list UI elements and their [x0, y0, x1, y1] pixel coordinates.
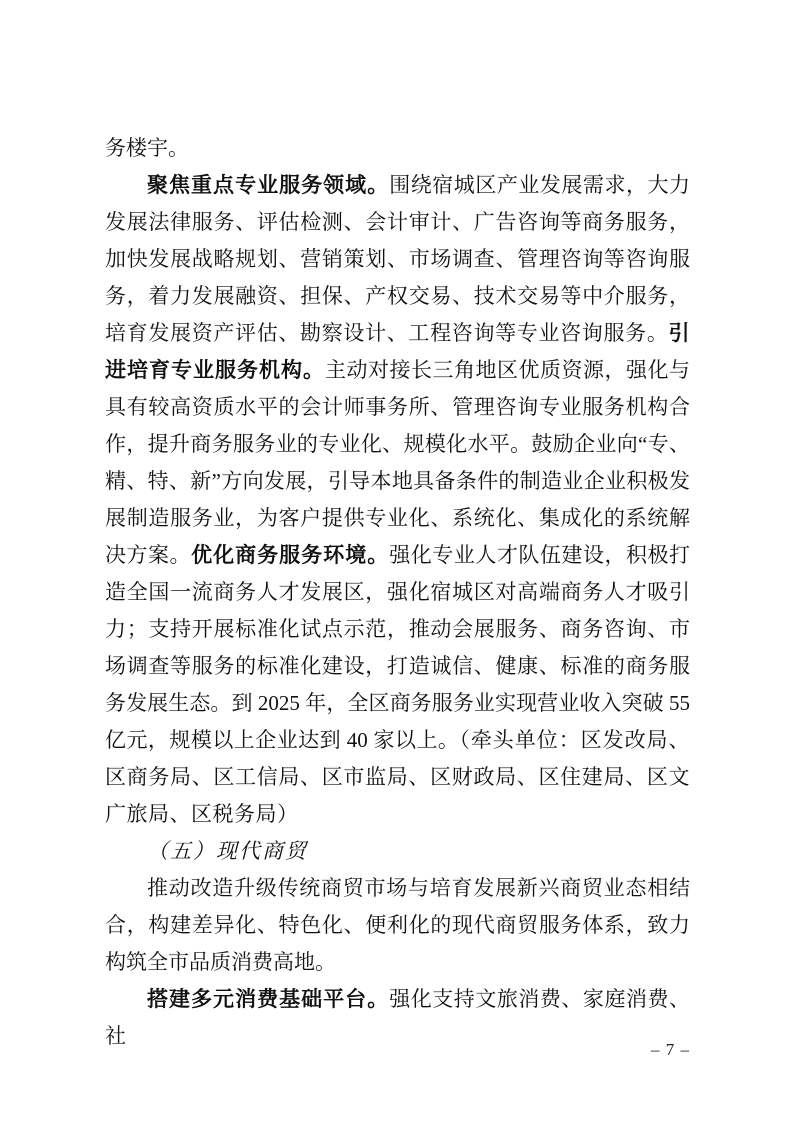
section-heading-text: （五）现代商贸	[147, 839, 308, 863]
body-text: 务楼宇。	[105, 136, 189, 160]
document-body	[105, 130, 690, 1055]
lead-units-annotation: （牵头单位：区发改局、区商务局、区工信局、区市监局、区财政局、区住建局、区文广旅局、区税务局）	[105, 729, 691, 826]
paragraph-commerce-intro	[105, 870, 690, 981]
bold-lead-introduce-cultivate: 引进培育专业服务机构。	[105, 321, 690, 382]
paragraph-professional-services	[105, 167, 690, 833]
bold-lead-optimize-environment: 优化商务服务环境。	[191, 543, 390, 567]
bold-lead-focus-key-services: 聚焦重点专业服务领域。	[147, 173, 390, 197]
section-heading-modern-commerce	[105, 833, 690, 870]
body-text: 推动改造升级传统商贸市场与培育发展新兴商贸业态相结合，构建差异化、特色化、便利化的现代商贸服务体系，致力构筑全市品质消费高地。	[105, 876, 690, 974]
body-text: 围绕宿城区产业发展需求，大力发展法律服务、评估检测、会计审计、广告咨询等商务服务，加快发展战略规划、营销策划、市场调查、管理咨询等咨询服务，着力发展融资、担保、产权交易、技术交易等中介服务，培育发展资产评估、勘察设计、工程咨询等专业咨询服务。	[105, 173, 691, 345]
page-number: – 7 –	[651, 1040, 690, 1059]
bold-lead-build-platform: 搭建多元消费基础平台。	[147, 987, 390, 1011]
body-text: 强化支持文旅消费、家庭消费、社	[105, 987, 691, 1048]
body-text: 强化专业人才队伍建设，积极打造全国一流商务人才发展区，强化宿城区对高端商务人才吸引力；支持开展标准化试点示范，推动会展服务、商务咨询、市场调查等服务的标准化建设，打造诚信、健康、标准的商务服务发展生态。到 2025 年，全区商务服务业实现营业收入突破 55 亿元，规模以上企业达到 40 家以上。	[105, 543, 691, 752]
body-text: 主动对接长三角地区优质资源，强化与具有较高资质水平的会计师事务所、管理咨询专业服务机构合作，提升商务服务业的专业化、规模化水平。鼓励企业向“专、精、特、新”方向发展，引导本地具备条件的制造业企业积极发展制造服务业，为客户提供专业化、系统化、集成化的系统解决方案。	[105, 358, 690, 567]
paragraph-continuation	[105, 130, 690, 167]
